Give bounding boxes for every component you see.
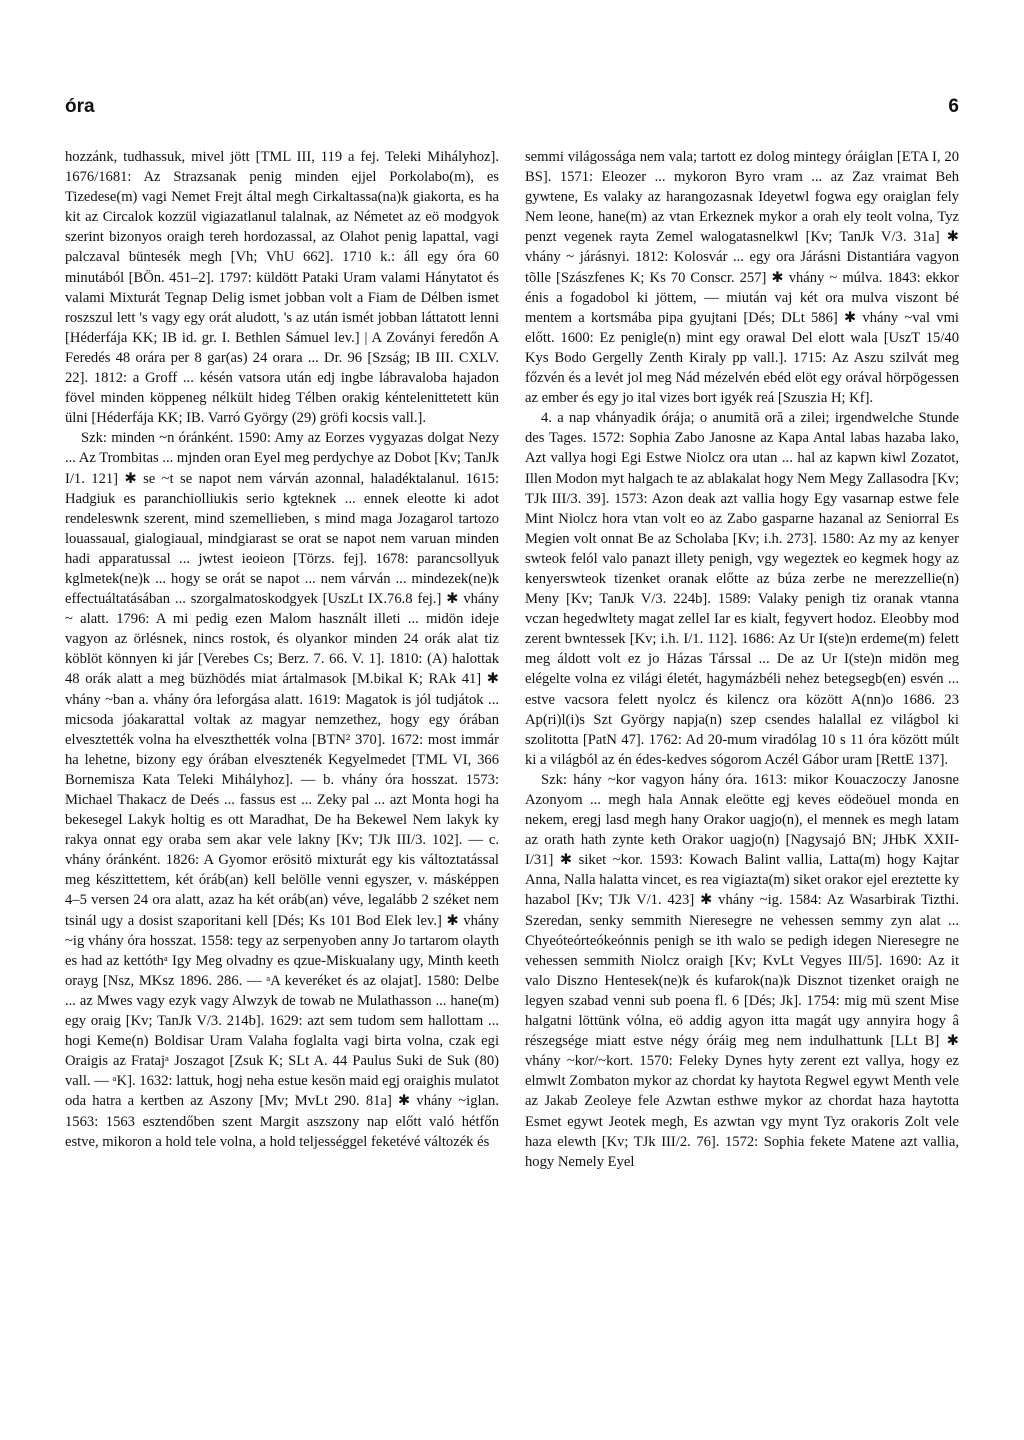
- right-column: [525, 147, 959, 1407]
- paragraph: Szk: minden ~n óránként. 1590: Amy az Eorzes vygyazas dolgat Nezy ... Az Trombitas ... mjnden oran Eyel meg perdychye az Dobot [Kv; TanJk I/1. 121] ✱ se ~t se napot nem várván azonnal, haladéktalanul. 1615: Hadgiuk es paranchiolliukis serio kgteknek ... ennek eleotte ki adot rendeleswnk szerent, mind szemellieben, s mind maga Jozagarol tartozo louassaual, gialogiaual, mindgiarast se orat se napot nem varuan minden hadi apparatussal ... jwtest ieoieon [Törzs. fej]. 1678: parancsollyuk kglmetek(ne)k ... hogy se orát se napot ... nem várván ... mindezek(ne)k effectuáltatásában ... szorgalmatoskodgyek [UszLt IX.76.8 fej.] ✱ vhány ~ alatt. 1796: A mi pedig ezen Malom használt illeti ... midön ideje vagyon az örlésnek, nincs rostok, és olyankor minden 24 orák alat tiz köblöt könnyen ki jár [Verebes Cs; Berz. 7. 66. V. 1]. 1810: (A) halottak 48 orák alatt a meg büzhödés miat ártalmasok [M.bikal K; RAk 41] ✱ vhány ~ban a. vhány óra leforgása alatt. 1619: Magatok is jól tudjátok ... micsoda jóakarattal voltak az magyar nemzethez, hogy egy órában elvesztették volna ha elveszthették volna [BTN² 370]. 1672: most immár ha lehetne, bizony egy órában elvesztenék Kegyelmedet [TML VI, 366 Bornemisza Kata Teleki Mihályhoz]. — b. vhány óra hosszat. 1573: Michael Thakacz de Deés ... fassus est ... Zeky pal ... azt Monta hogi ha bekesegel Lakyk holtig es ott Maradhat, De ha Bekewel Nem lakyk ky rakya onnat egy oraba sem akar vele lakny [Kv; TJk III/3. 102]. — c. vhány óránként. 1826: A Gyomor erösitö mixturát egy kis változtatással meg készittettem, két óráb(an) kell belölle venni egyszer, v. másképpen 4–5 versen 24 ora alatt, azaz ha két oráb(an) véve, legalább 2 széket nem tsinál ugy a dosist szaporitani kell [Dés; Ks 101 Bod Elek lev.] ✱ vhány ~ig vhány óra hosszat. 1558: tegy az serpenyoben anny Jo tartarom olayth es had az kettóthᵃ Igy Meg olvadny es qzue-Miskualany ugy, Minth keeth orayg [Nsz, MKsz 1896. 286. — ᵃA keveréket és az olajat]. 1580: Delbe ... az Mwes vagy ezyk vagy Alwzyk de towab ne Mulathasson ... hane(m) egy oraig [Kv; TanJk V/3. 214b]. 1629: azt sem tudom sem hallottam ... hogi Keme(n) Boldisar Uram Valaha foglalta vagi birta volna, czak egi Oraigis az Fratajᵃ Joszagot [Zsuk K; SLt A. 44 Paulus Suki de Suk (80) vall. — ᵃK]. 1632: lattuk, hogj neha estue kesön maid egj oraighis mulatot oda hatra a kertben az Aszony [Mv; MvLt 290. 81a] ✱ vhány ~iglan. 1563: 1563 esztendőben szent Margit aszszony nap előtt való hétfőn estve, mikoron a hold tele volna, a hold teljességgel feketévé változék és: [65, 430, 499, 1150]
- paragraph: Szk: hány ~kor vagyon hány óra. 1613: mikor Kouaczoczy Janosne Azonyom ... megh hala Annak eleötte egj keves eödeöuel monda en nekem, eregj lasd megh hany Orakor uagjo(n), el mennek es megh latam az orath hath zynte keth Orakor uagjo(n) [Nagysajó BN; JHbK XXII-I/31] ✱ siket ~kor. 1593: Kowach Balint vallia, Latta(m) hogy Kajtar Anna, Nalla halatta vincet, es rea vigiazta(m) siket orakor ejel ereztette ky hazabol [Kv; TJk V/1. 423] ✱ vhány ~ig. 1584: Az Wasarbirak Tizthi. Szeredan, senky semmith Nieresegre ne vehessen semmy zyn alat ... Chyeóteórteókeónnis penigh se ith walo se pedigh idegen Nieresegre ne vehessen semmith Niolcz oraigh [Kv; KvLt Vegyes III/5]. 1690: Az it valo Diszno Hentesek(ne)k és kufarok(na)k Disznot tizenket oraigh ne legyen szabad venni sub poena fl. 6 [Dés; Jk]. 1754: mig mü szent Mise halgatni löttünk vólna, eö addig agyon itta magát ugy annyira hogy â részegsége miatt estve négy óráig meg nem indulhattunk [LLt B] ✱ vhány ~kor/~kort. 1570: Feleky Dynes hyty zerent ezt vallya, hogy ez elmwlt Zombaton mykor az chordat ky haytota Regwel egywt Menth vele az Jakab Zeoleye fele Azwtan esthwe mykor az chordat haza haytotta Esmet egywt Jeotek megh, Es azwtan vgy mynt Tyz orakoris Zolt vele haza elewth [Kv; TJk III/2. 76]. 1572: Sophia fekete Matene azt vallia, hogy Nemely Eyel: [525, 771, 959, 1170]
- text-columns: [65, 147, 959, 1407]
- running-head: [65, 96, 959, 126]
- paragraph: semmi világossága nem vala; tartott ez dolog mintegy óráiglan [ETA I, 20 BS]. 1571: Eleozer ... mykoron Byro vram ... az Zaz vraimat Beh gywtene, Es valaky az harangozasnak Ideyetwl fogwa egy oraiglan fely Nem leone, hane(m) az vtan Erkeznek mykor a orah ely teolt volna, Tyz penzt vegenek rayta Zemel walogatasnelkwl [Kv; TanJk V/3. 31a] ✱ vhány ~ járásnyi. 1812: Kolosvár ... egy ora Járásni Distantiára vagyon tõlle [Szászfenes K; Ks 70 Conscr. 257] ✱ vhány ~ múlva. 1843: ekkor énis a fogadobol ki jöttem, — miután vaj két ora mulva viszont bé mentem a kortsmába pipa gyujtani [Dés; DLt 586] ✱ vhány ~val vmi előtt. 1600: Ez penigle(n) mint egy orawal Del elott wala [UszT 15/40 Kys Bodo Gergelly Zenth Kiraly pp vall.]. 1715: Az Aszu szilvát meg főzvén és a levét jol meg Nád mézelvén ebéd elöt egy orával hörpögessen az ember és egy jo ital vizes bort igyék reá [Szuszia H; Kf].: [525, 149, 959, 407]
- left-column: [65, 147, 499, 1407]
- page-number: 6: [948, 96, 959, 117]
- paragraph: 4. a nap vhányadik órája; o anumită oră a zilei; irgendwelche Stunde des Tages. 1572: Sophia Zabo Janosne az Kapa Antal labas hazaba lako, Azt vallya hogi Egi Estwe Niolcz ora utan ... hal az kapwn kiwl Zozatot, Illen Modon myt halgach te az ablakalat hogy Nem Megy Zallasodra [Kv; TJk III/3. 39]. 1573: Azon deak azt vallia hogy Egy vasarnap estwe fele Mint Niolcz hora vtan volt eo az Zabo gasparne hazanal az Seniorral Es Megien volt onnat Be az Scholaba [Kv; i.h. 273]. 1580: Az my az kenyer swteok felól valo panazt illety penigh, vgy wegeztek eo kegmek hogy az kenyerswteok tizenket oranak előtte az búza zerbe ne merezzellie(n) Meny [Kv; TanJk V/3. 224b]. 1589: Valaky penigh tiz oranak vtanna vczan hegedwltety magat zellel Iar es kialt, fegyvert hodoz. Eleobby mod zerent bwntessek [Kv; i.h. I/1. 112]. 1686: Az Ur I(ste)n erdeme(m) felett meg áldott volt ez jo Házas Társsal ... De az Ur I(ste)n midön meg elégelte volna ez világi életét, hagymázbéli nehez betegsegb(en) esvén ... estve vacsora felett nyolcz és kilencz ora között A(nn)o 1686. 23 Ap(ri)l(i)s Szt György napja(n) szep csendes halallal ez világbol ki szolitotta [PatN 47]. 1762: Ad 20-mum viradólag 10 s 11 óra között múlt ki a világból az én édes-kedves sógorom Aczél Gábor uram [RettE 137].: [525, 410, 959, 768]
- paragraph: hozzánk, tudhassuk, mivel jött [TML III, 119 a fej. Teleki Mihályhoz]. 1676/1681: Az Strazsanak penig minden ejjel Porkolabo(m), es Tizedese(m) vagi Nemet Frejt által megh Cirkaltassa(na)k giakorta, es ha kit az Circalok kozzül vigiazatlanul talalnak, az Németet az eö modgyok szerint bizonyos oraigh tereh hordozassal, az Olahot penig lapattal, vagi palczaval büntesék megh [Vh; VhU 662]. 1710 k.: áll egy óra 60 minutából [BÖn. 451–2]. 1797: küldött Pataki Uram valami Hánytatot és valami Mixturát Tegnap Delig ismet jobban volt a Fiam de Délben ismet roszszul lett 's vagy egy orát aludott, 's az után ismét jobban láttatott lenni [Héderfája KK; IB id. gr. I. Bethlen Sámuel lev.] | A Zoványi feredőn A Feredés 48 orára per 8 gar(as) 24 orara ... Dr. 96 [Szság; IB III. CXLV. 22]. 1812: a Groff ... késén vatsora után edj ingbe lábravaloba hajadon fövel minden köppeneg nélkült hideg Télben orakig kéntelenittetett kün ülni [Héderfája KK; IB. Varró György (29) gröfi kocsis vall.].: [65, 149, 499, 427]
- headword: óra: [65, 96, 95, 117]
